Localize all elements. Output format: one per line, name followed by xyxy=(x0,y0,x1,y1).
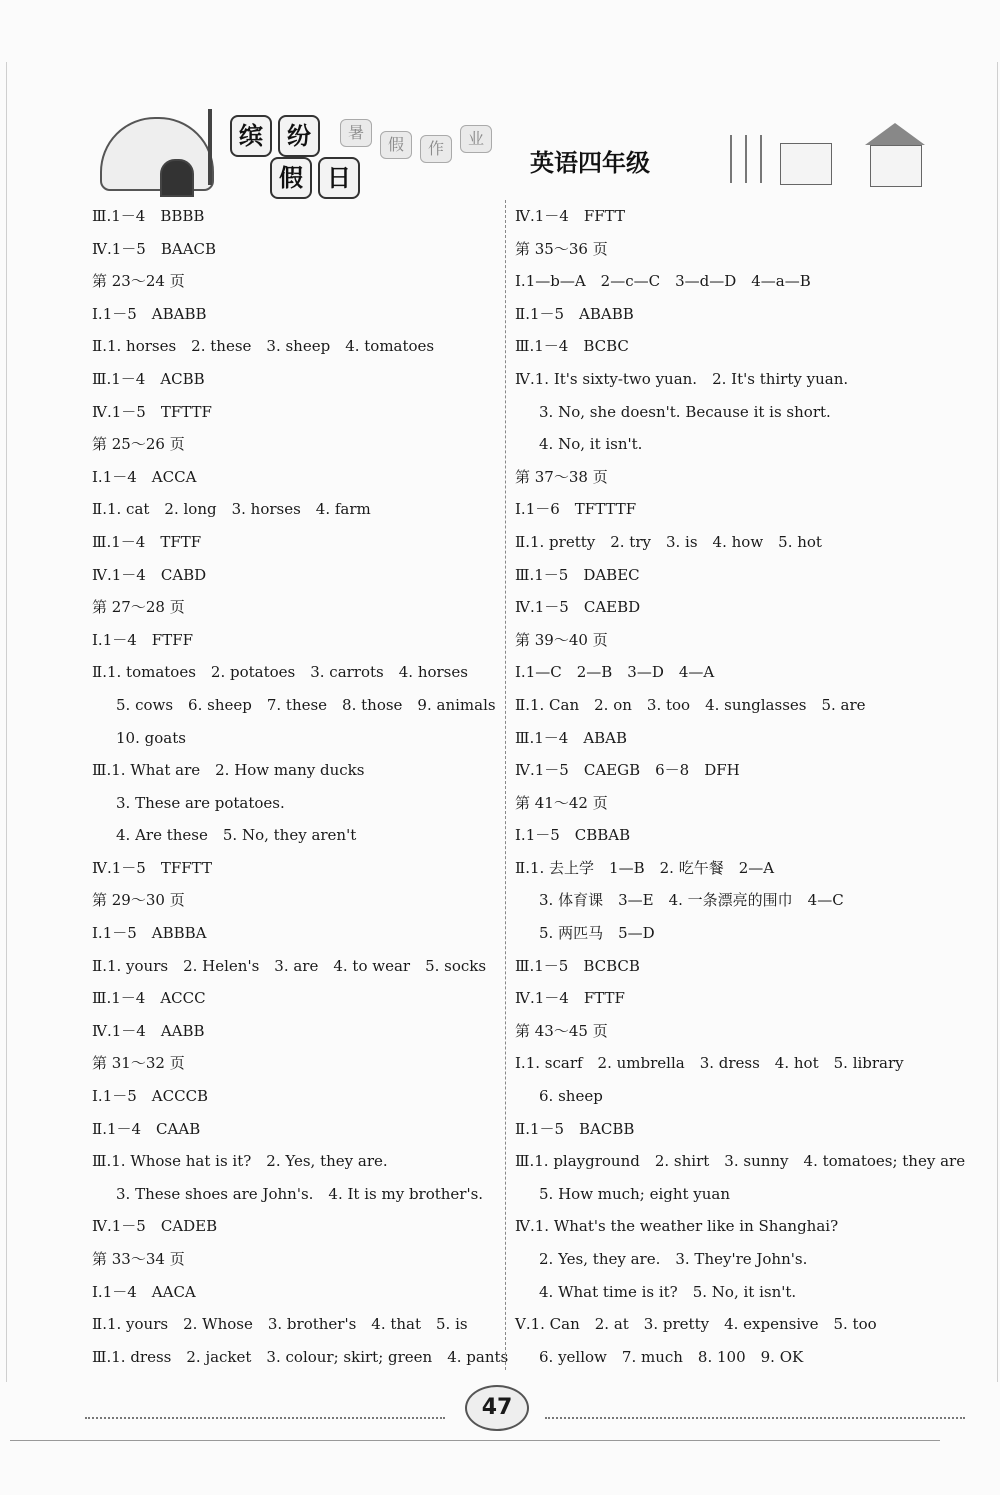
answer-line: Ⅲ.1. What are 2. How many ducks xyxy=(92,761,365,780)
answer-line: Ⅱ.1. tomatoes 2. potatoes 3. carrots 4. horses xyxy=(92,663,468,682)
answer-line: Ⅳ.1－5 TFTTF xyxy=(92,402,212,421)
answer-line: Ⅰ.1—b—A 2—c—C 3—d—D 4—a—B xyxy=(515,272,811,291)
grade-title: 英语四年级 xyxy=(530,149,650,177)
answer-line: 3. No, she doesn't. Because it is short. xyxy=(539,402,831,421)
title-char: 假 xyxy=(270,157,312,199)
answer-line: 6. sheep xyxy=(539,1087,603,1106)
answer-line: 第 41～42 页 xyxy=(515,793,608,812)
answer-line: 4. Are these 5. No, they aren't xyxy=(116,826,357,845)
answer-line: Ⅴ.1. Can 2. at 3. pretty 4. expensive 5. too xyxy=(515,1315,877,1334)
answer-line: Ⅳ.1－4 AABB xyxy=(92,1021,205,1040)
answer-line: 第 43～45 页 xyxy=(515,1021,608,1040)
answer-line: Ⅳ.1－5 CADEB xyxy=(92,1217,218,1236)
answer-line: Ⅲ.1－4 ACBB xyxy=(92,369,205,388)
answer-line: Ⅰ.1－5 ABBBA xyxy=(92,924,207,943)
igloo-hut-icon xyxy=(100,117,214,191)
answer-line: Ⅱ.1. pretty 2. try 3. is 4. how 5. hot xyxy=(515,532,822,551)
answer-line: Ⅲ.1－4 TFTF xyxy=(92,532,202,551)
answer-line: 10. goats xyxy=(116,728,186,747)
answer-line: 3. These shoes are John's. 4. It is my brother's. xyxy=(116,1184,484,1203)
answer-line: 4. No, it isn't. xyxy=(539,435,643,454)
answer-line: 3. These are potatoes. xyxy=(116,793,285,812)
tree-icon xyxy=(760,135,762,183)
answer-line: Ⅰ.1－5 ABABB xyxy=(92,304,207,323)
answer-line: Ⅰ.1－4 FTFF xyxy=(92,630,194,649)
deco-char: 业 xyxy=(460,125,492,153)
page-header xyxy=(80,95,940,195)
page-footer xyxy=(85,1385,975,1435)
answer-line: Ⅳ.1－5 BAACB xyxy=(92,239,217,258)
answer-line: Ⅳ.1－5 TFFTT xyxy=(92,858,212,877)
answer-line: 3. 体育课 3—E 4. 一条漂亮的围巾 4—C xyxy=(539,891,844,910)
title-char: 缤 xyxy=(230,115,272,157)
answer-line: 6. yellow 7. much 8. 100 9. OK xyxy=(539,1347,804,1366)
answer-line: Ⅱ.1. yours 2. Helen's 3. are 4. to wear 5. socks xyxy=(92,956,487,975)
answer-line: 第 25～26 页 xyxy=(92,435,185,454)
answer-line: 第 37～38 页 xyxy=(515,467,608,486)
answer-line: 第 33～34 页 xyxy=(92,1250,185,1268)
tree-icon xyxy=(745,135,747,183)
answer-line: Ⅱ.1. horses 2. these 3. sheep 4. tomatoes xyxy=(92,337,435,356)
answer-line: Ⅳ.1－4 FTTF xyxy=(515,989,625,1008)
page-number: 47 xyxy=(465,1385,529,1431)
answer-line: Ⅱ.1－5 ABABB xyxy=(515,304,634,323)
answer-line: Ⅲ.1－4 BBBB xyxy=(92,207,205,225)
answer-line: 2. Yes, they are. 3. They're John's. xyxy=(539,1250,808,1268)
answer-line: Ⅳ.1－5 CAEGB 6－8 DFH xyxy=(515,761,740,780)
answer-line: Ⅲ.1－4 BCBC xyxy=(515,337,629,356)
answer-line: Ⅲ.1－4 ABAB xyxy=(515,728,628,747)
answers-left-column xyxy=(92,200,509,1373)
answer-line: Ⅳ.1－5 CAEBD xyxy=(515,598,641,617)
answer-line: Ⅰ.1—C 2—B 3—D 4—A xyxy=(515,663,715,682)
answer-line: 5. cows 6. sheep 7. these 8. those 9. animals xyxy=(116,695,496,714)
deco-char: 假 xyxy=(380,131,412,159)
answer-line: Ⅱ.1. 去上学 1—B 2. 吃午餐 2—A xyxy=(515,858,775,877)
title-char: 日 xyxy=(318,157,360,199)
answer-line: 第 39～40 页 xyxy=(515,630,608,649)
answer-line: 第 35～36 页 xyxy=(515,239,608,258)
house-icon xyxy=(780,143,832,185)
answer-line: Ⅰ.1－4 ACCA xyxy=(92,467,197,486)
answer-line: Ⅱ.1. Can 2. on 3. too 4. sunglasses 5. are xyxy=(515,695,866,714)
deco-char: 暑 xyxy=(340,119,372,147)
answer-line: 第 29～30 页 xyxy=(92,891,185,910)
answer-line: 5. How much; eight yuan xyxy=(539,1184,731,1203)
answer-line: Ⅲ.1－5 DABEC xyxy=(515,565,640,584)
roof-icon xyxy=(865,123,925,145)
answer-line: 第 31～32 页 xyxy=(92,1054,185,1073)
answer-line: Ⅰ.1－5 ACCCB xyxy=(92,1087,209,1106)
answer-line: 第 27～28 页 xyxy=(92,598,185,617)
answer-line: Ⅳ.1. What's the weather like in Shanghai? xyxy=(515,1217,839,1236)
answer-line: Ⅲ.1. Whose hat is it? 2. Yes, they are. xyxy=(92,1152,388,1171)
answer-line: 5. 两匹马 5—D xyxy=(539,924,655,943)
answer-line: Ⅰ.1－6 TFTTTF xyxy=(515,500,637,519)
answer-line: Ⅲ.1. dress 2. jacket 3. colour; skirt; green 4. pants xyxy=(92,1347,509,1366)
answer-line: Ⅰ.1－5 CBBAB xyxy=(515,826,631,845)
answer-line: 4. What time is it? 5. No, it isn't. xyxy=(539,1282,797,1301)
answer-line: 第 23～24 页 xyxy=(92,272,185,291)
footer-decoration xyxy=(545,1405,965,1419)
tree-icon xyxy=(730,135,732,183)
answer-line: Ⅳ.1. It's sixty-two yuan. 2. It's thirty yuan. xyxy=(515,369,849,388)
answer-line: Ⅲ.1－5 BCBCB xyxy=(515,956,640,975)
column-divider xyxy=(505,200,506,1370)
deco-char: 作 xyxy=(420,135,452,163)
answers-right-column xyxy=(515,200,966,1373)
answer-line: Ⅰ.1. scarf 2. umbrella 3. dress 4. hot 5. library xyxy=(515,1054,904,1073)
answer-line: Ⅲ.1. playground 2. shirt 3. sunny 4. tomatoes; they are xyxy=(515,1152,966,1171)
bottom-rule xyxy=(10,1440,940,1441)
footer-decoration xyxy=(85,1405,445,1419)
answer-line: Ⅱ.1－5 BACBB xyxy=(515,1119,635,1138)
title-char: 纷 xyxy=(278,115,320,157)
answer-line: Ⅲ.1－4 ACCC xyxy=(92,989,206,1008)
answer-line: Ⅱ.1. cat 2. long 3. horses 4. farm xyxy=(92,500,371,519)
lamp-post-icon xyxy=(208,109,212,185)
answer-line: Ⅱ.1－4 CAAB xyxy=(92,1119,201,1138)
answer-line: Ⅳ.1－4 FFTT xyxy=(515,207,625,225)
answer-line: Ⅱ.1. yours 2. Whose 3. brother's 4. that 5. is xyxy=(92,1315,468,1334)
answer-line: Ⅰ.1－4 AACA xyxy=(92,1282,196,1301)
answer-line: Ⅳ.1－4 CABD xyxy=(92,565,207,584)
house-icon xyxy=(870,145,922,187)
